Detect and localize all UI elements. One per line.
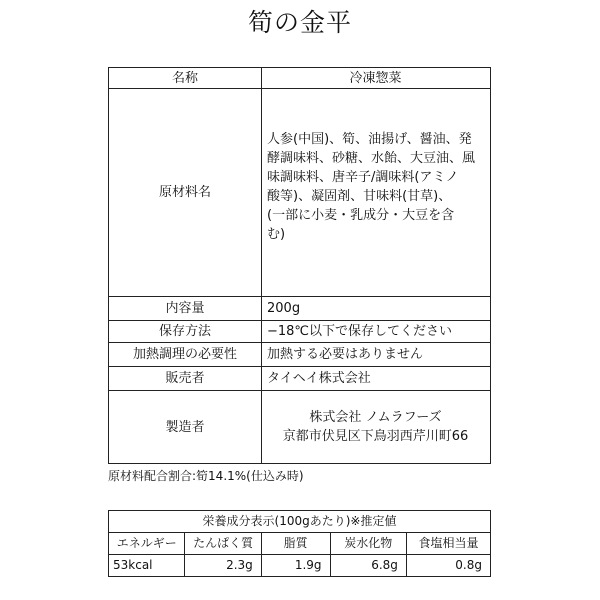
maker-value: 株式会社 ノムラフーズ 京都市伏見区下鳥羽西芹川町66 — [282, 410, 469, 444]
product-label-table — [108, 67, 491, 464]
name-label: 名称 — [109, 68, 262, 89]
maker-label: 製造者 — [109, 391, 262, 464]
nutrition-value-energy: 53kcal — [109, 555, 185, 577]
table-row — [109, 343, 491, 367]
content-label: 内容量 — [109, 297, 262, 321]
cooking-label: 加熱調理の必要性 — [109, 343, 262, 367]
table-row — [109, 511, 491, 533]
nutrition-col-energy: エネルギー — [109, 533, 185, 555]
materials-value: 人参(中国)、筍、油揚げ、醤油、発 酵調味料、砂糖、水飴、大豆油、風 味調味料、唐辛子/調味料(アミノ 酸等)、凝固剤、甘味料(甘草)、 (一部に小麦・乳成分・大豆を含 む) — [267, 131, 476, 242]
table-row — [109, 89, 491, 297]
storage-value: −18℃以下で保存してください — [262, 321, 491, 343]
product-title: 筍の金平 — [247, 8, 352, 37]
nutrition-header: 栄養成分表示(100gあたり)※推定値 — [109, 511, 491, 533]
nutrition-value-protein: 2.3g — [185, 555, 261, 577]
nutrition-col-protein: たんぱく質 — [185, 533, 261, 555]
table-row — [109, 533, 491, 555]
table-row — [109, 321, 491, 343]
ingredient-ratio-note: 原材料配合割合:筍14.1%(仕込み時) — [108, 469, 304, 483]
nutrition-col-fat: 脂質 — [261, 533, 330, 555]
name-value: 冷凍惣菜 — [262, 68, 491, 89]
nutrition-value-salt: 0.8g — [406, 555, 490, 577]
nutrition-value-fat: 1.9g — [261, 555, 330, 577]
cooking-value: 加熱する必要はありません — [262, 343, 491, 367]
nutrition-col-carbohydrate: 炭水化物 — [330, 533, 406, 555]
seller-value: タイヘイ株式会社 — [262, 367, 491, 391]
table-row — [109, 68, 491, 89]
nutrition-table — [108, 510, 491, 577]
table-row — [109, 297, 491, 321]
materials-label: 原材料名 — [109, 89, 262, 297]
table-row — [109, 391, 491, 464]
seller-label: 販売者 — [109, 367, 262, 391]
nutrition-value-carbohydrate: 6.8g — [330, 555, 406, 577]
nutrition-col-salt: 食塩相当量 — [406, 533, 490, 555]
storage-label: 保存方法 — [109, 321, 262, 343]
table-row — [109, 555, 491, 577]
table-row — [109, 367, 491, 391]
content-value: 200g — [262, 297, 491, 321]
